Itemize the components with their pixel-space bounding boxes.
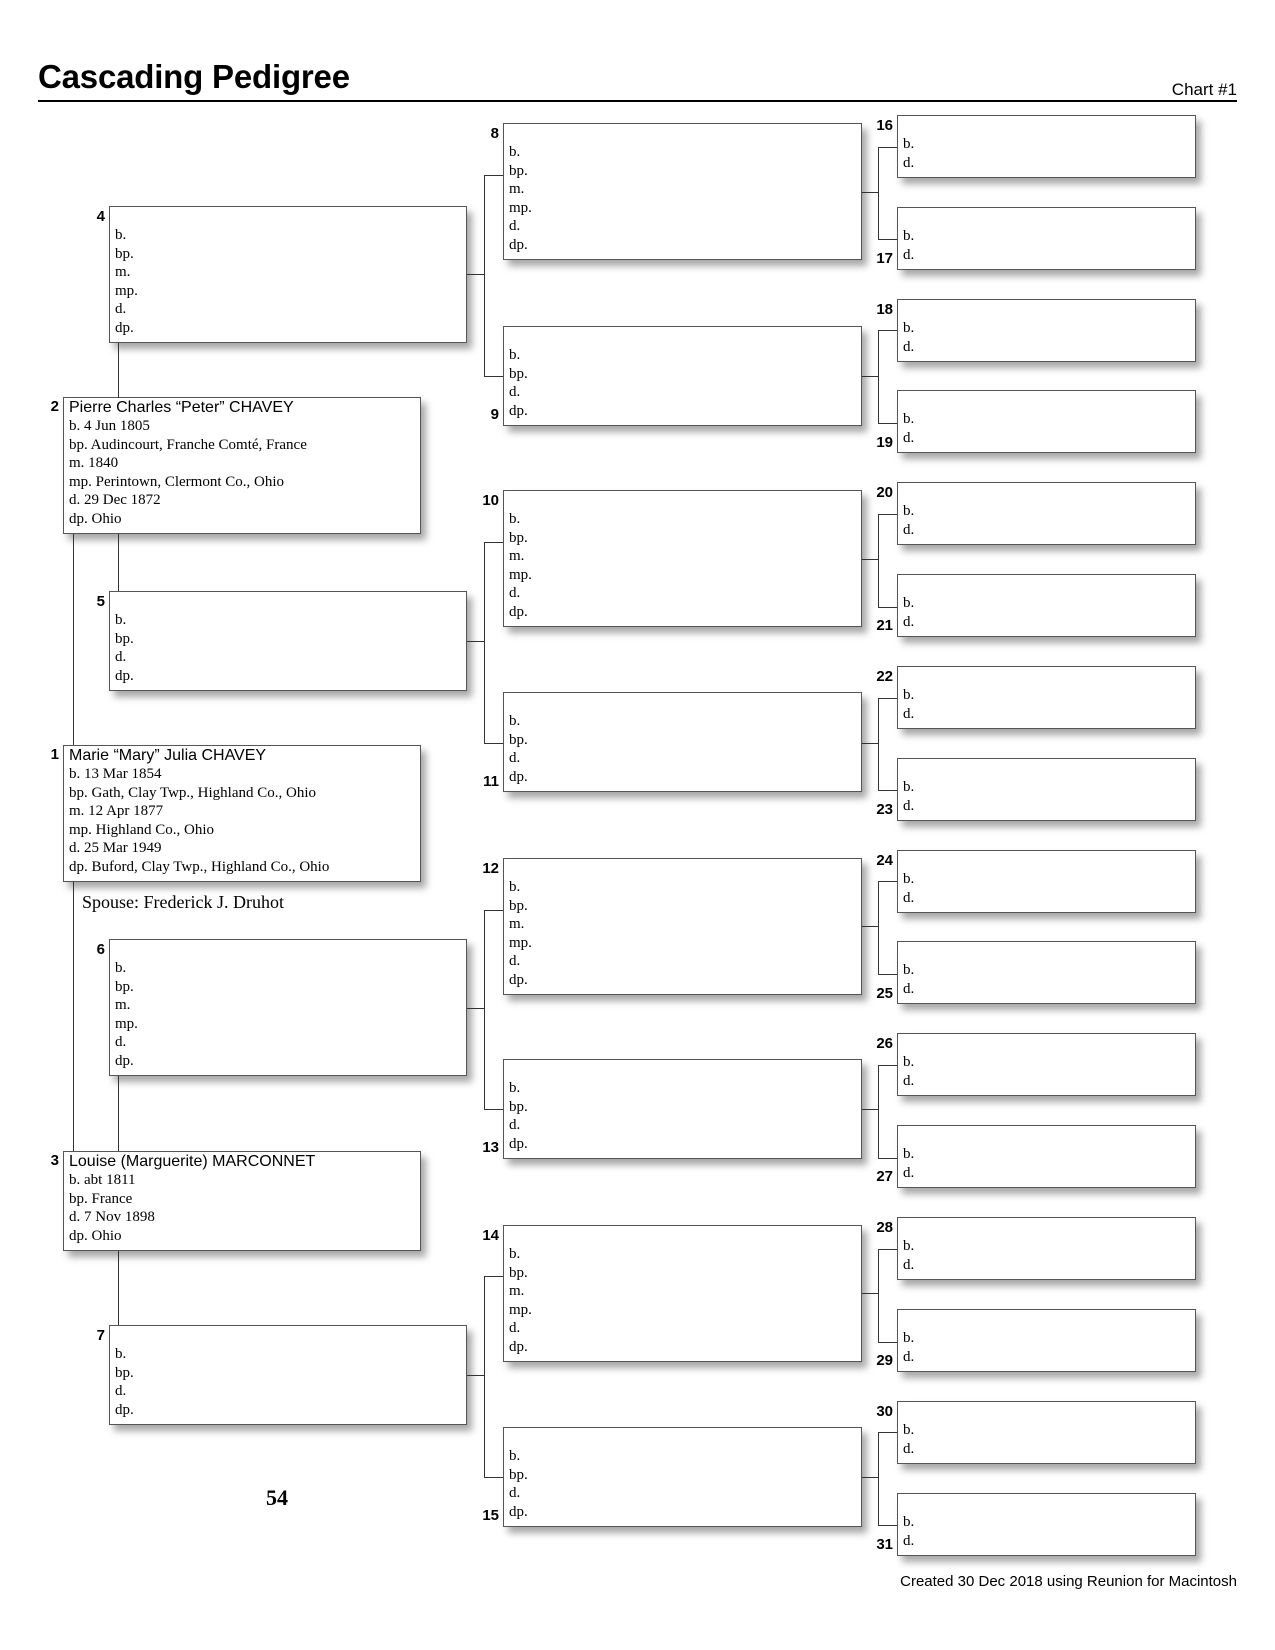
- person-number: 28: [876, 1219, 893, 1236]
- connector-line: [878, 1342, 897, 1343]
- person-number: 9: [490, 406, 499, 423]
- connector-line: [118, 343, 119, 398]
- person-fact: d.: [115, 301, 127, 317]
- person-fact: dp.: [509, 603, 528, 620]
- person-name: [898, 391, 1195, 410]
- connector-line: [484, 1477, 503, 1478]
- person-number: 6: [96, 941, 105, 958]
- connector-line: [484, 1109, 503, 1110]
- person-fact: b.: [903, 411, 915, 427]
- person-fact: bp. France: [69, 1190, 133, 1207]
- person-name: [898, 300, 1195, 319]
- person-fact: dp.: [115, 319, 134, 336]
- connector-line: [484, 743, 503, 744]
- person-fact: d.: [903, 1440, 915, 1457]
- person-name: [898, 483, 1195, 502]
- person-fact: d.: [903, 613, 915, 630]
- person-number: 17: [876, 250, 893, 267]
- person-number: 29: [876, 1352, 893, 1369]
- person-box-8: [503, 123, 862, 260]
- person-name: [504, 693, 861, 712]
- page-title: Cascading Pedigree: [38, 58, 350, 95]
- person-fact: mp.: [509, 566, 532, 583]
- connector-line: [862, 743, 878, 744]
- connector-line: [878, 1158, 897, 1159]
- connector-line: [467, 1375, 484, 1376]
- person-fact: mp. Perintown, Clermont Co., Ohio: [69, 473, 284, 490]
- person-fact: bp.: [509, 897, 528, 914]
- person-fact: dp.: [115, 1052, 134, 1069]
- connector-line: [878, 514, 897, 515]
- person-box-19: [897, 390, 1196, 453]
- connector-line: [484, 542, 485, 743]
- person-fact: b. 4 Jun 1805: [69, 418, 150, 434]
- person-number: 21: [876, 617, 893, 634]
- person-box-31: [897, 1493, 1196, 1556]
- connector-line: [878, 423, 897, 424]
- person-box-4: [109, 206, 467, 343]
- person-box-7: [109, 1325, 467, 1425]
- person-box-6: [109, 939, 467, 1076]
- person-fact: bp.: [509, 1466, 528, 1483]
- person-fact: d. 25 Mar 1949: [69, 840, 162, 856]
- person-fact: dp.: [509, 1338, 528, 1355]
- person-fact: b.: [903, 136, 915, 152]
- connector-line: [484, 1276, 485, 1477]
- connector-line: [878, 698, 879, 791]
- person-fact: d.: [903, 1256, 915, 1273]
- person-box-30: [897, 1401, 1196, 1464]
- person-number: 31: [876, 1536, 893, 1553]
- person-number: 30: [876, 1403, 893, 1420]
- person-name: [898, 667, 1195, 686]
- connector-line: [878, 1249, 897, 1250]
- person-box-29: [897, 1309, 1196, 1372]
- person-name: Louise (Marguerite) MARCONNET: [69, 1153, 316, 1170]
- person-fact: b.: [903, 228, 915, 244]
- person-fact: m.: [509, 548, 525, 564]
- person-box-13: [503, 1059, 862, 1159]
- person-fact: d.: [509, 1117, 521, 1133]
- person-fact: dp.: [509, 402, 528, 419]
- connector-line: [878, 514, 879, 607]
- person-fact: dp.: [509, 236, 528, 253]
- person-name: [898, 1126, 1195, 1145]
- footer-credit: Created 30 Dec 2018 using Reunion for Macintosh: [900, 1573, 1237, 1590]
- person-name: [110, 940, 466, 959]
- person-fact: dp.: [509, 768, 528, 785]
- connector-line: [862, 192, 878, 193]
- person-number: 19: [876, 434, 893, 451]
- person-name: [898, 1218, 1195, 1237]
- person-fact: d. 29 Dec 1872: [69, 492, 161, 508]
- person-name: [110, 592, 466, 611]
- person-fact: d.: [509, 384, 521, 400]
- person-box-28: [897, 1217, 1196, 1280]
- person-fact: d.: [903, 154, 915, 171]
- person-name: [898, 1494, 1195, 1513]
- person-fact: dp. Buford, Clay Twp., Highland Co., Ohio: [69, 858, 330, 875]
- connector-line: [484, 910, 503, 911]
- connector-line: [73, 534, 74, 745]
- person-box-25: [897, 941, 1196, 1004]
- connector-line: [878, 974, 897, 975]
- person-fact: bp.: [509, 365, 528, 382]
- person-box-24: [897, 850, 1196, 913]
- person-number: 14: [482, 1227, 499, 1244]
- person-fact: b.: [509, 511, 521, 527]
- person-fact: d.: [115, 1383, 127, 1399]
- person-fact: bp.: [115, 1364, 134, 1381]
- person-fact: b.: [509, 879, 521, 895]
- person-fact: d.: [903, 889, 915, 906]
- person-number: 20: [876, 484, 893, 501]
- person-fact: m.: [115, 264, 131, 280]
- person-name: [898, 575, 1195, 594]
- connector-line: [878, 1432, 897, 1433]
- person-fact: b.: [115, 1346, 127, 1362]
- person-fact: b.: [115, 960, 127, 976]
- person-box-10: [503, 490, 862, 627]
- connector-line: [878, 239, 897, 240]
- person-fact: d.: [903, 1532, 915, 1549]
- person-fact: b. abt 1811: [69, 1172, 136, 1188]
- connector-line: [862, 926, 878, 927]
- person-fact: d.: [903, 797, 915, 814]
- connector-line: [878, 1525, 897, 1526]
- person-fact: m.: [509, 916, 525, 932]
- person-box-2: [63, 397, 421, 534]
- connector-line: [484, 175, 503, 176]
- person-box-14: [503, 1225, 862, 1362]
- person-fact: d.: [903, 980, 915, 997]
- connector-line: [878, 147, 897, 148]
- connector-line: [878, 330, 879, 423]
- person-box-18: [897, 299, 1196, 362]
- person-number: 12: [482, 860, 499, 877]
- person-fact: b.: [903, 1422, 915, 1438]
- person-number: 3: [50, 1152, 59, 1169]
- person-fact: d.: [903, 1072, 915, 1089]
- person-name: Marie “Mary” Julia CHAVEY: [69, 747, 267, 764]
- person-fact: m.: [115, 997, 131, 1013]
- connector-line: [878, 698, 897, 699]
- person-number: 11: [483, 773, 499, 790]
- person-fact: b.: [903, 595, 915, 611]
- person-fact: dp.: [509, 971, 528, 988]
- person-fact: bp.: [509, 162, 528, 179]
- person-fact: b.: [509, 347, 521, 363]
- person-fact: b.: [903, 1514, 915, 1530]
- person-box-27: [897, 1125, 1196, 1188]
- person-number: 26: [876, 1035, 893, 1052]
- person-fact: b.: [509, 144, 521, 160]
- person-box-9: [503, 326, 862, 426]
- person-name: [110, 207, 466, 226]
- person-box-22: [897, 666, 1196, 729]
- person-fact: b.: [509, 1246, 521, 1262]
- connector-line: [878, 881, 897, 882]
- person-number: 8: [490, 125, 499, 142]
- person-number: 4: [96, 208, 105, 225]
- person-name: [898, 1310, 1195, 1329]
- person-name: [504, 1060, 861, 1079]
- person-box-1: [63, 745, 421, 882]
- connector-line: [484, 910, 485, 1110]
- person-number: 1: [50, 746, 59, 763]
- person-name: [110, 1326, 466, 1345]
- page-number: 54: [266, 1485, 288, 1510]
- person-box-17: [897, 207, 1196, 270]
- person-fact: mp.: [509, 199, 532, 216]
- person-fact: b.: [903, 779, 915, 795]
- person-name: [898, 116, 1195, 135]
- person-fact: d.: [509, 585, 521, 601]
- connector-line: [467, 641, 484, 642]
- person-fact: d.: [509, 218, 521, 234]
- connector-line: [878, 790, 897, 791]
- person-fact: d.: [903, 1164, 915, 1181]
- connector-line: [878, 1249, 879, 1342]
- person-fact: b.: [903, 1146, 915, 1162]
- person-fact: dp.: [509, 1135, 528, 1152]
- person-fact: m.: [509, 1283, 525, 1299]
- person-fact: d.: [509, 750, 521, 766]
- connector-line: [118, 534, 119, 591]
- person-box-15: [503, 1427, 862, 1527]
- person-name: [504, 327, 861, 346]
- person-fact: d.: [509, 1320, 521, 1336]
- person-number: 16: [876, 117, 893, 134]
- person-box-20: [897, 482, 1196, 545]
- person-name: [504, 1428, 861, 1447]
- person-fact: d.: [903, 521, 915, 538]
- person-fact: bp.: [509, 529, 528, 546]
- person-number: 23: [876, 801, 893, 818]
- person-fact: bp. Audincourt, Franche Comté, France: [69, 436, 307, 453]
- connector-line: [118, 1251, 119, 1325]
- connector-line: [467, 274, 484, 275]
- person-fact: d. 7 Nov 1898: [69, 1209, 155, 1225]
- person-fact: mp.: [115, 282, 138, 299]
- connector-line: [862, 1109, 878, 1110]
- person-box-12: [503, 858, 862, 995]
- person-fact: bp. Gath, Clay Twp., Highland Co., Ohio: [69, 784, 316, 801]
- person-fact: dp. Ohio: [69, 510, 122, 527]
- connector-line: [862, 1293, 878, 1294]
- connector-line: [878, 1065, 879, 1158]
- person-fact: dp.: [509, 1503, 528, 1520]
- person-fact: dp.: [115, 1401, 134, 1418]
- person-name: [504, 859, 861, 878]
- person-name: [898, 759, 1195, 778]
- person-fact: mp. Highland Co., Ohio: [69, 821, 214, 838]
- connector-line: [118, 1076, 119, 1151]
- person-fact: dp. Ohio: [69, 1227, 122, 1244]
- person-fact: d.: [903, 246, 915, 263]
- person-fact: b.: [115, 227, 127, 243]
- person-fact: b.: [509, 713, 521, 729]
- person-fact: b.: [903, 1054, 915, 1070]
- connector-line: [484, 175, 485, 376]
- person-fact: b. 13 Mar 1854: [69, 766, 162, 782]
- person-fact: d.: [509, 1485, 521, 1501]
- person-fact: mp.: [509, 934, 532, 951]
- person-number: 13: [482, 1139, 499, 1156]
- person-number: 22: [876, 668, 893, 685]
- person-fact: dp.: [115, 667, 134, 684]
- connector-line: [878, 607, 897, 608]
- person-fact: bp.: [115, 245, 134, 262]
- person-fact: b.: [509, 1448, 521, 1464]
- connector-line: [484, 376, 503, 377]
- person-box-5: [109, 591, 467, 691]
- person-name: [898, 851, 1195, 870]
- connector-line: [73, 882, 74, 1151]
- person-number: 10: [482, 492, 499, 509]
- person-fact: d.: [903, 705, 915, 722]
- person-name: [898, 1402, 1195, 1421]
- connector-line: [878, 1432, 879, 1525]
- person-box-23: [897, 758, 1196, 821]
- person-fact: mp.: [115, 1015, 138, 1032]
- person-fact: d.: [903, 429, 915, 446]
- person-fact: b.: [903, 1330, 915, 1346]
- person-fact: d.: [115, 649, 127, 665]
- person-fact: m. 12 Apr 1877: [69, 803, 164, 819]
- person-box-3: [63, 1151, 421, 1251]
- person-fact: d.: [509, 953, 521, 969]
- person-number: 27: [876, 1168, 893, 1185]
- person-number: 25: [876, 985, 893, 1002]
- person-fact: bp.: [509, 731, 528, 748]
- chart-number: Chart #1: [1171, 80, 1237, 99]
- person-fact: d.: [903, 1348, 915, 1365]
- person-fact: b.: [509, 1080, 521, 1096]
- connector-line: [878, 330, 897, 331]
- person-name: [504, 1226, 861, 1245]
- person-fact: bp.: [509, 1264, 528, 1281]
- person-box-11: [503, 692, 862, 792]
- connector-line: [484, 1276, 503, 1277]
- person-fact: b.: [903, 871, 915, 887]
- connector-line: [467, 1008, 484, 1009]
- person-fact: b.: [903, 503, 915, 519]
- connector-line: [484, 542, 503, 543]
- person-name: [898, 942, 1195, 961]
- person-fact: d.: [903, 338, 915, 355]
- spouse-label: Spouse: Frederick J. Druhot: [82, 892, 284, 912]
- person-box-16: [897, 115, 1196, 178]
- person-number: 2: [50, 398, 59, 415]
- person-fact: b.: [903, 1238, 915, 1254]
- connector-line: [862, 1477, 878, 1478]
- connector-line: [862, 559, 878, 560]
- person-fact: d.: [115, 1034, 127, 1050]
- person-fact: bp.: [115, 630, 134, 647]
- person-number: 18: [876, 301, 893, 318]
- person-name: [898, 208, 1195, 227]
- person-fact: b.: [903, 962, 915, 978]
- person-number: 5: [96, 593, 105, 610]
- person-fact: m.: [509, 181, 525, 197]
- connector-line: [878, 147, 879, 240]
- person-number: 7: [96, 1327, 105, 1344]
- person-name: Pierre Charles “Peter” CHAVEY: [69, 399, 294, 416]
- person-name: [504, 124, 861, 143]
- person-fact: bp.: [509, 1098, 528, 1115]
- person-number: 15: [482, 1507, 499, 1524]
- person-name: [898, 1034, 1195, 1053]
- connector-line: [878, 1065, 897, 1066]
- title-rule: [38, 100, 1237, 102]
- person-number: 24: [876, 852, 893, 869]
- person-name: [504, 491, 861, 510]
- person-box-26: [897, 1033, 1196, 1096]
- person-fact: mp.: [509, 1301, 532, 1318]
- person-fact: m. 1840: [69, 455, 119, 471]
- connector-line: [862, 376, 878, 377]
- person-fact: b.: [903, 320, 915, 336]
- person-box-21: [897, 574, 1196, 637]
- person-fact: b.: [115, 612, 127, 628]
- person-fact: bp.: [115, 978, 134, 995]
- person-fact: b.: [903, 687, 915, 703]
- connector-line: [878, 881, 879, 974]
